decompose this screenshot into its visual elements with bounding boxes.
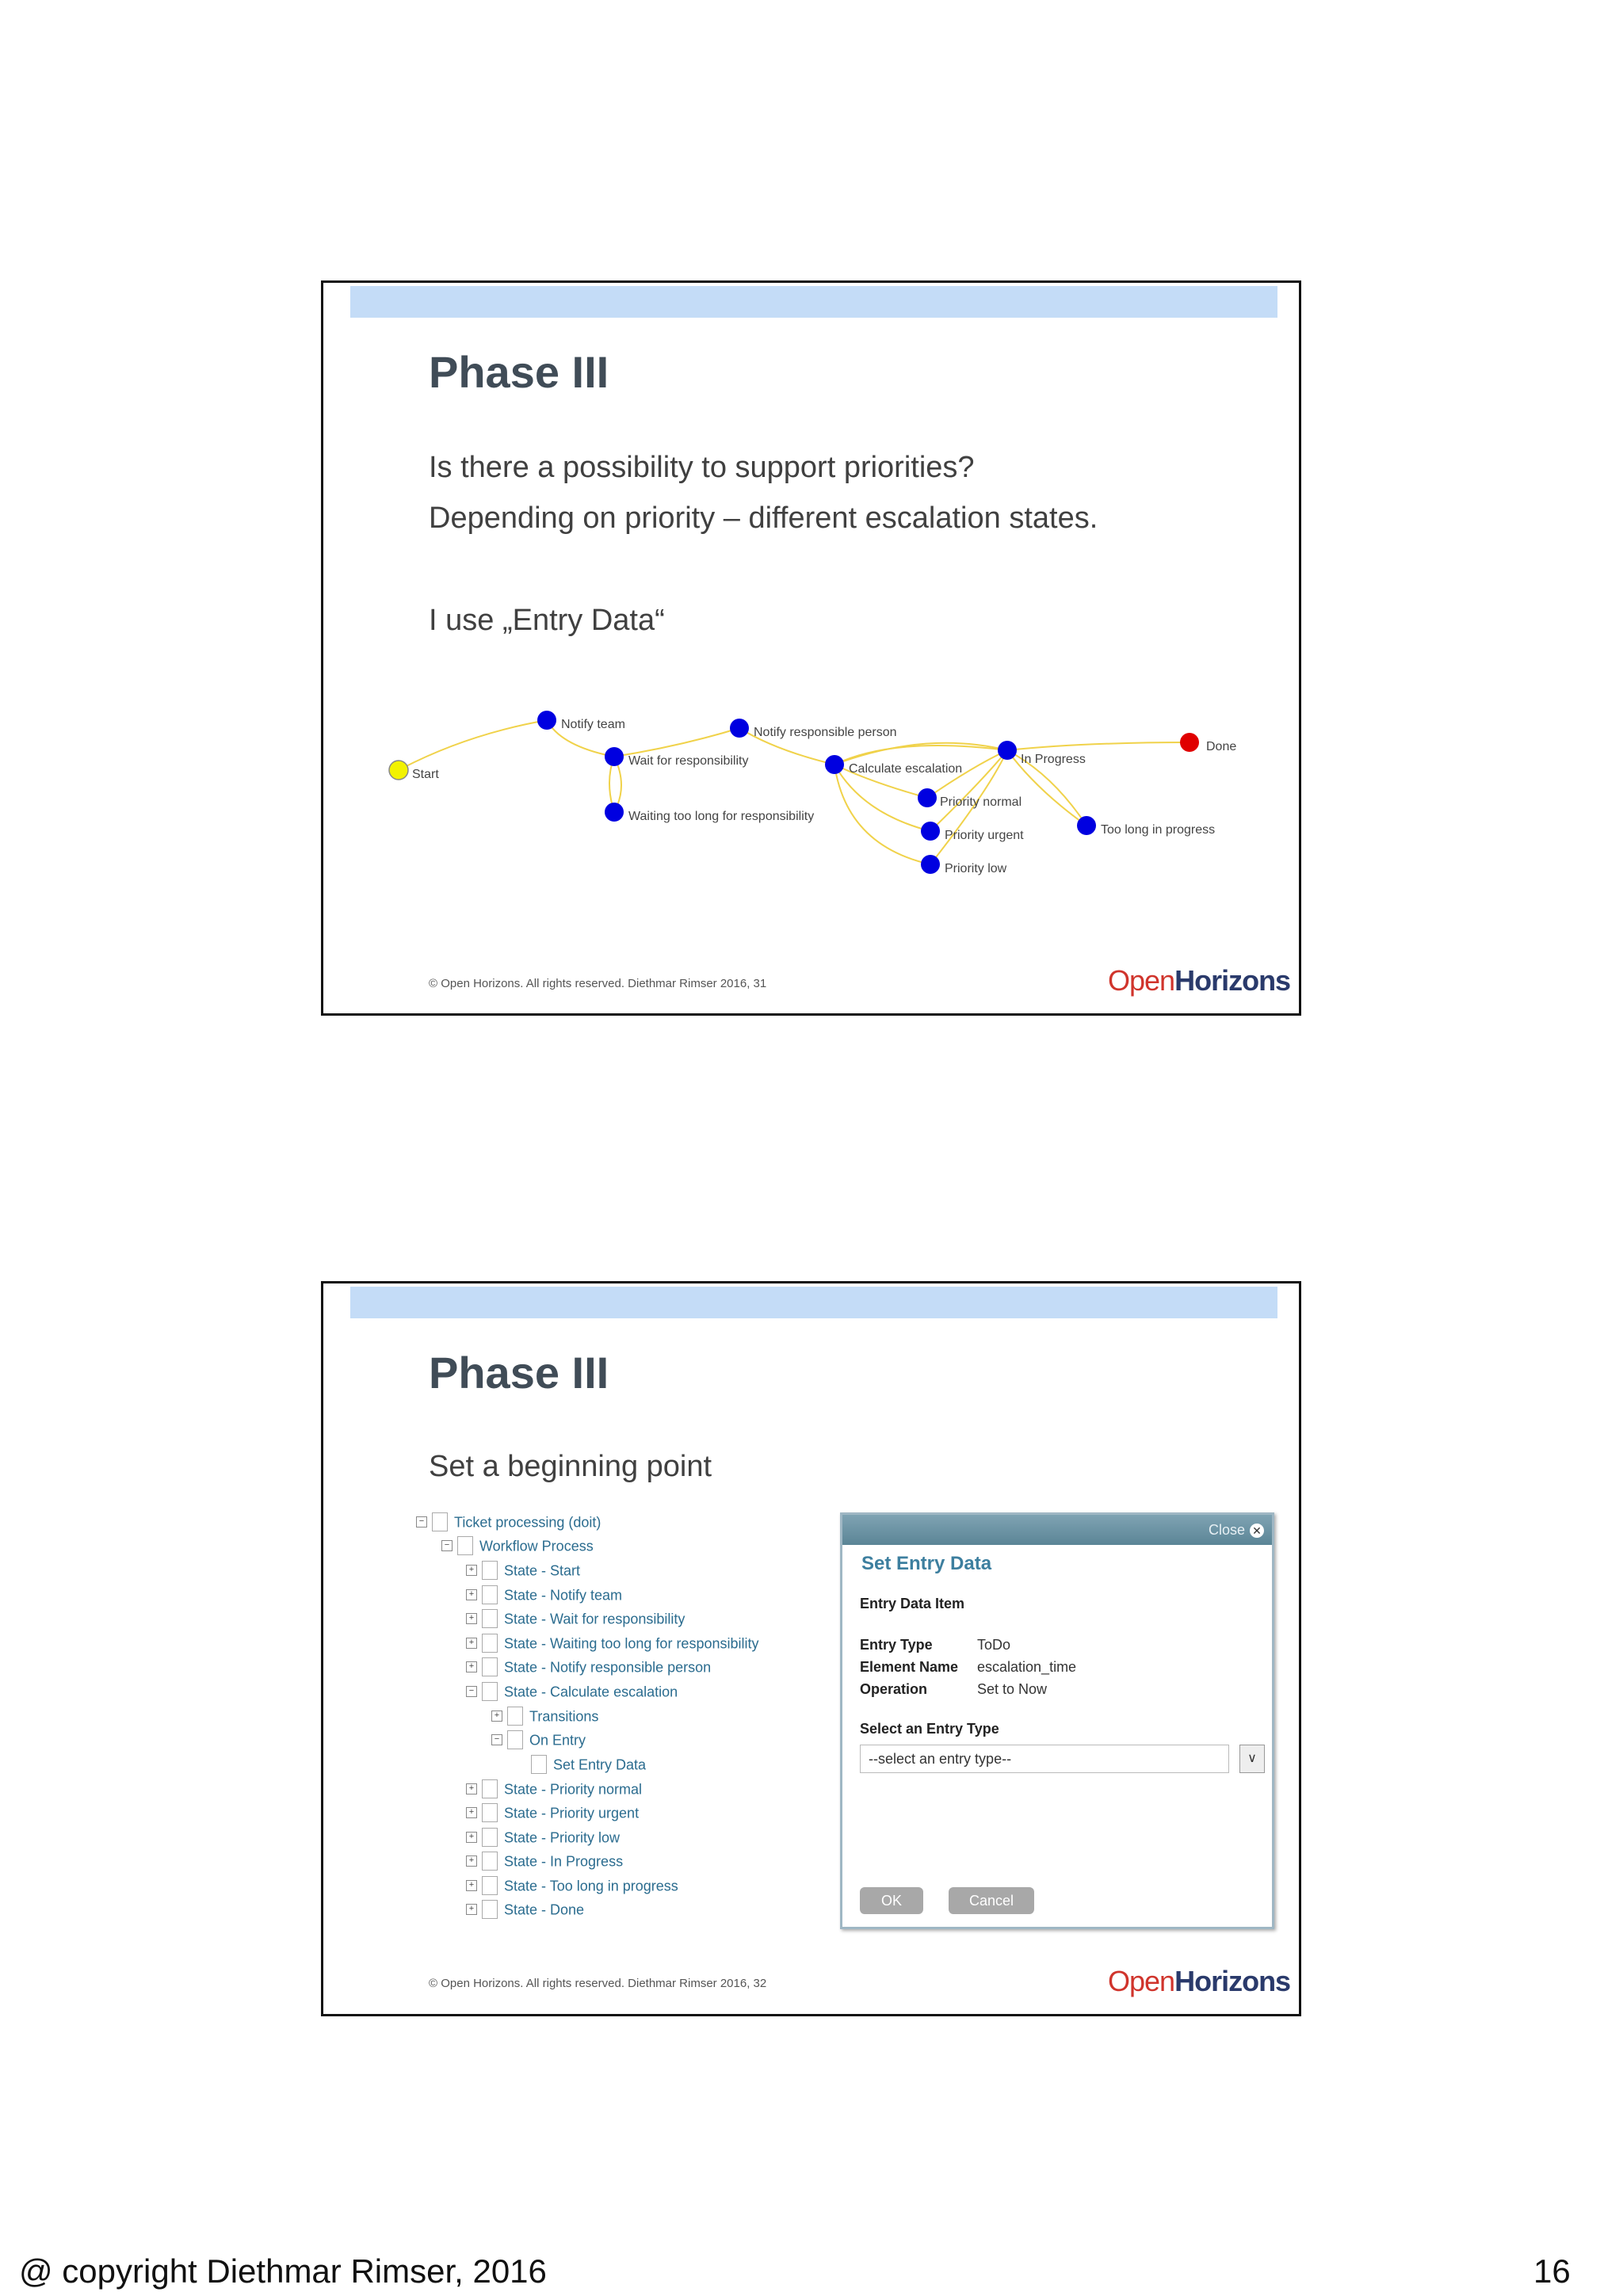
entry-type-value: ToDo (977, 1637, 1011, 1653)
dialog-title: Set Entry Data (861, 1553, 992, 1574)
tree-item[interactable]: − Workflow Process (441, 1533, 594, 1557)
slide-31 (321, 280, 1301, 1016)
slide-header-bar (350, 1287, 1277, 1318)
graph-node-label: Priority urgent (945, 829, 1024, 842)
graph-node-label: Priority low (945, 862, 1007, 875)
tree-item[interactable]: + Transitions (491, 1703, 598, 1727)
checkbox-icon (482, 1852, 498, 1871)
tree-item[interactable]: + State - In Progress (466, 1848, 623, 1872)
dialog-header (842, 1515, 1272, 1545)
tree-item[interactable]: + State - Priority normal (466, 1776, 642, 1800)
expand-icon: + (466, 1565, 477, 1576)
graph-node-label: Notify responsible person (754, 726, 897, 739)
graph-edges (399, 720, 1190, 864)
checkbox-icon (482, 1779, 498, 1798)
element-name-label: Element Name (860, 1659, 959, 1675)
graph-node-label: In Progress (1021, 753, 1086, 766)
tree-item-selected[interactable]: Set Entry Data (531, 1752, 646, 1775)
checkbox-icon (482, 1585, 498, 1604)
collapse-icon: − (416, 1516, 427, 1527)
graph-node-start (389, 761, 408, 780)
checkbox-icon (482, 1634, 498, 1653)
operation-label: Operation (860, 1681, 928, 1697)
checkbox-icon (531, 1755, 547, 1774)
chevron-down-icon[interactable]: ∨ (1239, 1745, 1265, 1773)
entry-type-label: Entry Type (860, 1637, 933, 1653)
graph-node-priority-low (921, 855, 940, 874)
graph-nodes (389, 711, 1236, 875)
expand-icon: + (491, 1711, 502, 1722)
checkbox-icon (482, 1900, 498, 1919)
graph-node-too-long-in-progress (1077, 816, 1096, 835)
collapse-icon: − (491, 1734, 502, 1745)
checkbox-icon (482, 1657, 498, 1676)
checkbox-icon (482, 1876, 498, 1895)
slide-text-line: I use „Entry Data“ (429, 604, 665, 637)
openhorizons-logo: OpenHorizons (1108, 1965, 1291, 1997)
expand-icon: + (466, 1589, 477, 1600)
expand-icon: + (466, 1832, 477, 1843)
graph-node-priority-normal (918, 788, 937, 807)
graph-node-label: Waiting too long for responsibility (628, 810, 815, 823)
tree-item[interactable]: + State - Wait for responsibility (466, 1606, 685, 1630)
select-entry-type-label: Select an Entry Type (860, 1721, 999, 1737)
checkbox-icon (507, 1730, 523, 1749)
graph-node-label: Priority normal (940, 795, 1022, 809)
checkbox-icon (482, 1682, 498, 1701)
page-copyright: @ copyright Diethmar Rimser, 2016 (19, 2252, 547, 2290)
element-name-value: escalation_time (977, 1659, 1077, 1675)
expand-icon: + (466, 1855, 477, 1867)
tree-item[interactable]: + State - Too long in progress (466, 1873, 678, 1897)
graph-node-calculate-escalation (825, 755, 844, 774)
checkbox-icon (482, 1561, 498, 1580)
select-value: --select an entry type-- (869, 1751, 1012, 1767)
slide-title: Phase III (429, 347, 609, 397)
slide-text-line: Is there a possibility to support priorities? (429, 451, 975, 484)
tree-item[interactable]: + State - Notify team (466, 1582, 622, 1606)
collapse-icon: − (466, 1686, 477, 1697)
workflow-graph (323, 687, 1237, 909)
graph-node-in-progress (998, 741, 1017, 760)
graph-node-label: Calculate escalation (849, 762, 963, 776)
ok-button[interactable]: OK (860, 1887, 923, 1914)
expand-icon: + (466, 1783, 477, 1794)
tree-item[interactable]: + State - Notify responsible person (466, 1654, 711, 1678)
tree-item[interactable]: + State - Waiting too long for responsibility (466, 1630, 759, 1654)
openhorizons-logo: OpenHorizons (1108, 964, 1291, 997)
slide-footer: © Open Horizons. All rights reserved. Diethmar Rimser 2016, 32 (429, 1977, 767, 1990)
graph-node-label: Wait for responsibility (628, 754, 749, 768)
graph-node-wait-for-responsibility (605, 747, 624, 766)
graph-node-priority-urgent (921, 822, 940, 841)
expand-icon: + (466, 1661, 477, 1672)
slide-footer: © Open Horizons. All rights reserved. Diethmar Rimser 2016, 31 (429, 977, 767, 990)
tree-item[interactable]: − On Entry (491, 1727, 586, 1751)
checkbox-icon (482, 1828, 498, 1847)
graph-node-notify-team (537, 711, 556, 730)
graph-node-notify-responsible-person (730, 719, 749, 738)
expand-icon: + (466, 1638, 477, 1649)
graph-node-done (1180, 733, 1199, 752)
tree-item[interactable]: + State - Priority urgent (466, 1800, 639, 1824)
graph-node-label: Done (1206, 740, 1237, 753)
checkbox-icon (432, 1512, 448, 1531)
set-entry-data-dialog (840, 1512, 1274, 1929)
page-number: 16 (1533, 2252, 1571, 2290)
checkbox-icon (457, 1536, 473, 1555)
slide-text-line: Depending on priority – different escalation states. (429, 502, 1098, 535)
tree-item[interactable]: + State - Priority low (466, 1825, 620, 1848)
slide-title: Phase III (429, 1348, 609, 1398)
tree-item[interactable]: + State - Done (466, 1897, 584, 1920)
close-icon[interactable]: ✕ (1250, 1524, 1264, 1538)
entry-type-select[interactable] (860, 1745, 1257, 1773)
graph-node-waiting-too-long (605, 803, 624, 822)
graph-node-label: Too long in progress (1101, 823, 1216, 837)
close-button[interactable]: Close (1208, 1522, 1245, 1538)
slide-32 (321, 1281, 1301, 2016)
graph-node-label: Start (412, 768, 439, 781)
checkbox-icon (482, 1803, 498, 1822)
expand-icon: + (466, 1880, 477, 1891)
expand-icon: + (466, 1904, 477, 1915)
slide-header-bar (350, 286, 1277, 318)
section-label: Entry Data Item (860, 1596, 965, 1611)
slide-text-line: Set a beginning point (429, 1450, 712, 1483)
tree-item[interactable]: + State - Start (466, 1558, 580, 1581)
expand-icon: + (466, 1807, 477, 1818)
tree-item[interactable]: − Ticket processing (doit) (416, 1509, 601, 1533)
graph-node-label: Notify team (561, 718, 625, 731)
cancel-button[interactable]: Cancel (949, 1887, 1034, 1914)
checkbox-icon (482, 1609, 498, 1628)
checkbox-icon (507, 1707, 523, 1726)
collapse-icon: − (441, 1540, 453, 1551)
tree-item[interactable]: − State - Calculate escalation (466, 1679, 678, 1703)
operation-value: Set to Now (977, 1681, 1048, 1697)
expand-icon: + (466, 1613, 477, 1624)
